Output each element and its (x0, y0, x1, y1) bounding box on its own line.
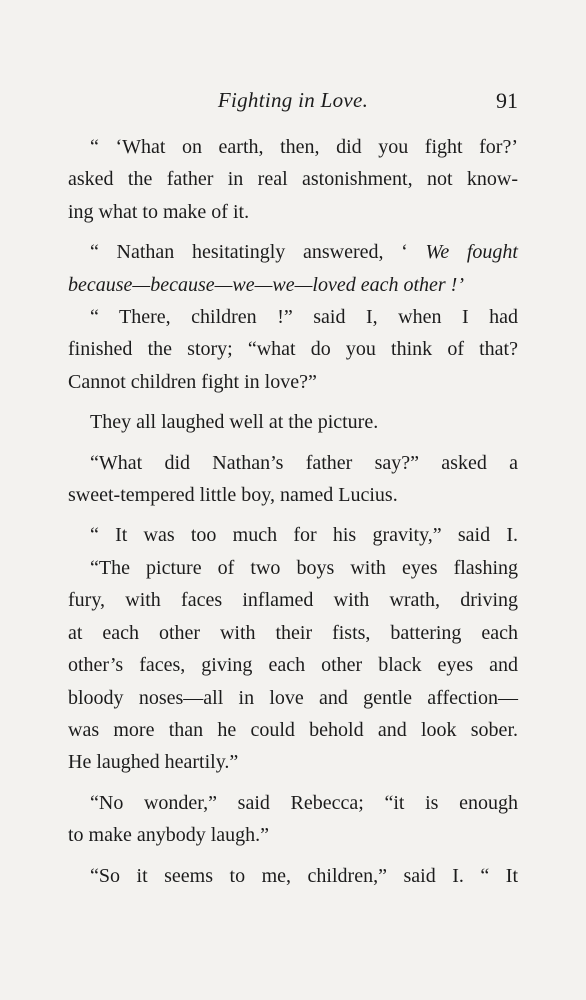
text-line: finished the story; “what do you think of that? (68, 338, 518, 361)
text-line (68, 236, 518, 268)
text-line: “What did Nathan’s father say?” asked a (90, 451, 518, 474)
text-line: asked the father in real astonishment, not know- (68, 168, 518, 191)
text-line: He laughed heartily.” (68, 751, 239, 774)
text-line: “ It was too much for his gravity,” said I. (90, 524, 518, 547)
text-line-italic: because—because—we—we—loved each other !’ (68, 273, 464, 296)
text-line: was more than he could behold and look sober. (68, 718, 518, 741)
text-line: “ ‘What on earth, then, did you fight for?’ (90, 136, 518, 158)
text-fragment: “ Nathan hesitatingly answered, ‘ (90, 241, 408, 264)
text-line: Cannot children fight in love?” (68, 370, 317, 393)
text-line: to make anybody laugh.” (68, 824, 270, 847)
text-line: ing what to make of it. (68, 200, 250, 223)
text-line: sweet-tempered little boy, named Lucius. (68, 484, 398, 507)
text-line: They all laughed well at the picture. (90, 411, 379, 434)
text-line: “ There, children !” said I, when I had (90, 306, 518, 329)
running-head (68, 88, 518, 118)
text-line: “No wonder,” said Rebecca; “it is enough (90, 791, 518, 814)
text-line: fury, with faces inflamed with wrath, driving (68, 589, 518, 612)
running-title: Fighting in Love. (217, 88, 369, 112)
page-number: 91 (496, 88, 518, 113)
text-line: at each other with their fists, battering each (68, 621, 518, 644)
text-line: “The picture of two boys with eyes flashing (90, 556, 518, 579)
text-line: “So it seems to me, children,” said I. “ It (90, 864, 518, 887)
text-line: other’s faces, giving each other black eyes and (68, 654, 518, 677)
text-fragment-italic: We fought (425, 241, 518, 264)
text-line: bloody noses—all in love and gentle affection— (68, 686, 518, 709)
body-text (68, 131, 518, 892)
